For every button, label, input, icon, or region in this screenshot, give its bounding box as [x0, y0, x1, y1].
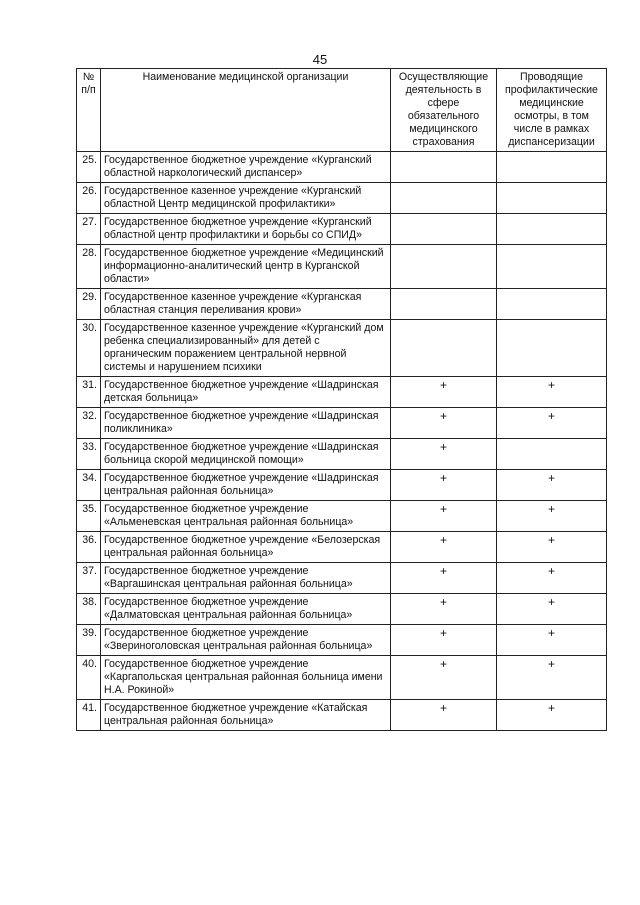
- row-number: 38.: [77, 594, 101, 625]
- oms-mark: [391, 289, 497, 320]
- oms-mark: +: [391, 656, 497, 700]
- oms-mark: +: [391, 625, 497, 656]
- oms-mark: [391, 245, 497, 289]
- row-number: 32.: [77, 408, 101, 439]
- organization-name: Государственное бюджетное учреждение «Белозерская центральная районная больница»: [101, 532, 391, 563]
- table-row: [77, 214, 607, 245]
- organizations-table: [76, 68, 607, 731]
- prof-mark: +: [497, 700, 607, 731]
- prof-mark: +: [497, 532, 607, 563]
- organization-name: Государственное казенное учреждение «Курганская областная станция переливания крови»: [101, 289, 391, 320]
- prof-mark: +: [497, 470, 607, 501]
- organization-name: Государственное бюджетное учреждение «Шадринская поликлиника»: [101, 408, 391, 439]
- table-row: [77, 183, 607, 214]
- table-row: [77, 320, 607, 377]
- table-row: [77, 470, 607, 501]
- table-row: [77, 563, 607, 594]
- row-number: 33.: [77, 439, 101, 470]
- organization-name: Государственное бюджетное учреждение «Каргапольская центральная районная больница имени Н.А. Рокиной»: [101, 656, 391, 700]
- header-prof: Проводящие профилактические медицинские осмотры, в том числе в рамках диспансеризации: [497, 69, 607, 152]
- table-row: [77, 245, 607, 289]
- organization-name: Государственное бюджетное учреждение «Звериноголовская центральная районная больница»: [101, 625, 391, 656]
- prof-mark: [497, 439, 607, 470]
- row-number: 37.: [77, 563, 101, 594]
- oms-mark: +: [391, 563, 497, 594]
- table-row: [77, 289, 607, 320]
- oms-mark: +: [391, 532, 497, 563]
- organization-name: Государственное бюджетное учреждение «Варгашинская центральная районная больница»: [101, 563, 391, 594]
- table-row: [77, 377, 607, 408]
- oms-mark: +: [391, 700, 497, 731]
- organization-name: Государственное казенное учреждение «Курганский областной Центр медицинской профилактики»: [101, 183, 391, 214]
- oms-mark: [391, 214, 497, 245]
- table-row: [77, 501, 607, 532]
- row-number: 34.: [77, 470, 101, 501]
- organization-name: Государственное бюджетное учреждение «Шадринская детская больница»: [101, 377, 391, 408]
- oms-mark: [391, 320, 497, 377]
- row-number: 30.: [77, 320, 101, 377]
- row-number: 36.: [77, 532, 101, 563]
- table-row: [77, 439, 607, 470]
- row-number: 26.: [77, 183, 101, 214]
- table-row: [77, 594, 607, 625]
- organization-name: Государственное бюджетное учреждение «Курганский областной наркологический диспансер»: [101, 152, 391, 183]
- row-number: 29.: [77, 289, 101, 320]
- prof-mark: +: [497, 563, 607, 594]
- row-number: 40.: [77, 656, 101, 700]
- organization-name: Государственное бюджетное учреждение «Медицинский информационно-аналитический центр в Курганской области»: [101, 245, 391, 289]
- page-number: 45: [312, 52, 328, 67]
- oms-mark: +: [391, 594, 497, 625]
- table-row: [77, 625, 607, 656]
- prof-mark: [497, 320, 607, 377]
- row-number: 35.: [77, 501, 101, 532]
- prof-mark: +: [497, 594, 607, 625]
- prof-mark: [497, 289, 607, 320]
- row-number: 39.: [77, 625, 101, 656]
- oms-mark: +: [391, 470, 497, 501]
- prof-mark: +: [497, 625, 607, 656]
- oms-mark: +: [391, 408, 497, 439]
- header-num: № п/п: [77, 69, 101, 152]
- prof-mark: +: [497, 656, 607, 700]
- row-number: 41.: [77, 700, 101, 731]
- prof-mark: [497, 152, 607, 183]
- organization-name: Государственное бюджетное учреждение «Альменевская центральная районная больница»: [101, 501, 391, 532]
- table-header: [77, 69, 607, 152]
- table-row: [77, 408, 607, 439]
- prof-mark: +: [497, 501, 607, 532]
- oms-mark: +: [391, 377, 497, 408]
- prof-mark: [497, 183, 607, 214]
- organization-name: Государственное бюджетное учреждение «Курганский областной центр профилактики и борьбы со СПИД»: [101, 214, 391, 245]
- prof-mark: +: [497, 377, 607, 408]
- organization-name: Государственное бюджетное учреждение «Шадринская больница скорой медицинской помощи»: [101, 439, 391, 470]
- prof-mark: +: [497, 408, 607, 439]
- row-number: 25.: [77, 152, 101, 183]
- table-row: [77, 152, 607, 183]
- row-number: 28.: [77, 245, 101, 289]
- oms-mark: +: [391, 439, 497, 470]
- prof-mark: [497, 214, 607, 245]
- organization-name: Государственное бюджетное учреждение «Катайская центральная районная больница»: [101, 700, 391, 731]
- header-name: Наименование медицинской организации: [101, 69, 391, 152]
- organization-name: Государственное казенное учреждение «Курганский дом ребенка специализированный» для детей с органическим поражением центральной нервной системы и нарушением психики: [101, 320, 391, 377]
- table-row: [77, 700, 607, 731]
- table-body: [77, 152, 607, 731]
- organization-name: Государственное бюджетное учреждение «Далматовская центральная районная больница»: [101, 594, 391, 625]
- prof-mark: [497, 245, 607, 289]
- header-oms: Осуществляющие деятельность в сфере обязательного медицинского страхования: [391, 69, 497, 152]
- table-row: [77, 656, 607, 700]
- organization-name: Государственное бюджетное учреждение «Шадринская центральная районная больница»: [101, 470, 391, 501]
- oms-mark: [391, 183, 497, 214]
- row-number: 31.: [77, 377, 101, 408]
- oms-mark: [391, 152, 497, 183]
- row-number: 27.: [77, 214, 101, 245]
- oms-mark: +: [391, 501, 497, 532]
- table-row: [77, 532, 607, 563]
